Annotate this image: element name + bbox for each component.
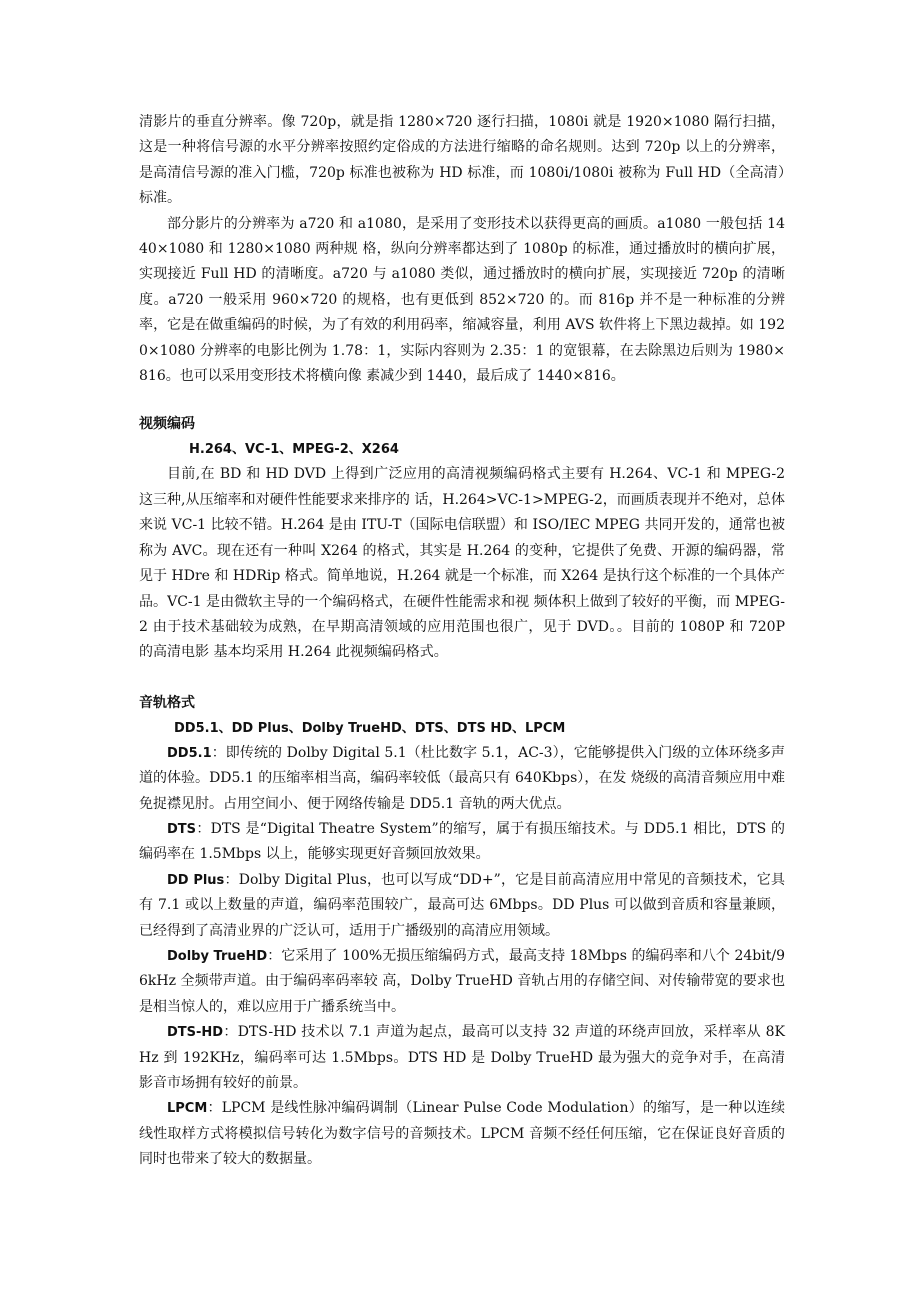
audio-item-lpcm	[139, 1096, 785, 1172]
spacer	[139, 666, 785, 691]
spacer	[139, 389, 785, 412]
audio-item-term: DTS	[167, 821, 197, 837]
intro-paragraph-2: 部分影片的分辨率为 a720 和 a1080，是采用了变形技术以获得更高的画质。a1080 一般包括 1440×1080 和 1280×1080 两种规 格，纵向分辨率都达到了 1080p 的标准，通过播放时的横向扩展，实现接近 Full HD 的清晰度。a720 与 a1080 类似，通过播放时的横向扩展，实现接近 720p 的清晰度。a720 一般采用 960×720 的规格，也有更低到 852×720 的。而 816p 并不是一种标准的分辨率，它是在做重编码的时候，为了有效的利用码率，缩减容量，利用 AVS 软件将上下黑边裁掉。如 1920×1080 分辨率的电影比例为 1.78：1，实际内容则为 2.35：1 的宽银幕，在去除黑边后则为 1980×816。也可以采用变形技术将横向像 素减少到 1440，最后成了 1440×816。	[139, 215, 785, 385]
audio-item-text: ：它采用了 100%无损压缩编码方式，最高支持 18Mbps 的编码率和八个 24bit/96kHz 全频带声道。由于编码率码率较 高，Dolby TrueHD 音轨占用的存储空间、对传输带宽的要求也是相当惊人的，难以应用于广播系统当中。	[139, 947, 785, 1015]
audio-item-text: ：即传统的 Dolby Digital 5.1（杜比数字 5.1，AC-3），它能够提供入门级的立体环绕多声道的体验。DD5.1 的压缩率相当高，编码率较低（最高只有 640Kbps），在发 烧级的高清音频应用中难免捉襟见肘。占用空间小、便于网络传输是 DD5.1 音轨的两大优点。	[139, 744, 785, 812]
audio-item-text: ：LPCM 是线性脉冲编码调制（Linear Pulse Code Modulation）的缩写，是一种以连续线性取样方式将模拟信号转化为数字信号的音频技术。LPCM 音频不经任何压缩，它在保证良好音质的同时也带来了较大的数据量。	[139, 1100, 785, 1168]
audio-item-dolby-truehd	[139, 944, 785, 1020]
audio-item-text: ：Dolby Digital Plus，也可以写成“DD+”，它是目前高清应用中常见的音频技术，它具有 7.1 或以上数量的声道，编码率范围较广，最高可达 6Mbps。DD Plus 可以做到音质和容量兼顾，已经得到了高清业界的广泛认可，适用于广播级别的高清应用领域。	[139, 871, 785, 939]
audio-item-term: Dolby TrueHD	[167, 948, 268, 964]
intro-paragraph-1: 清影片的垂直分辨率。像 720p，就是指 1280×720 逐行扫描，1080i 就是 1920×1080 隔行扫描，这是一种将信号源的水平分辨率按照约定俗成的方法进行缩略的命名规则。达到 720p 以上的分辨率，是高清信号源的准入门槛，720p 标准也被称为 HD 标准，而 1080i/1080i 被称为 Full HD（全高清）标准。	[139, 114, 785, 207]
audio-formats-line: DD5.1、DD Plus、Dolby TrueHD、DTS、DTS HD、LPCM	[174, 720, 566, 736]
audio-item-term: DTS-HD	[167, 1025, 224, 1041]
audio-item-dd-plus	[139, 868, 785, 944]
video-formats-line: H.264、VC-1、MPEG-2、X264	[189, 442, 399, 458]
audio-item-text: ：DTS-HD 技术以 7.1 声道为起点，最高可以支持 32 声道的环绕声回放，采样率从 8KHz 到 192KHz，编码率可达 1.5Mbps。DTS HD 是 Dolby TrueHD 最为强大的竞争对手，在高清影音市场拥有较好的前景。	[139, 1024, 785, 1091]
audio-item-term: DD5.1	[167, 745, 212, 761]
audio-item-dd51	[139, 741, 785, 817]
audio-track-heading: 音轨格式	[139, 694, 195, 711]
audio-item-term: DD Plus	[167, 872, 225, 888]
document-page	[139, 110, 785, 1173]
audio-item-dts	[139, 817, 785, 868]
audio-item-text: ：DTS 是“Digital Theatre System”的缩写，属于有损压缩技术。与 DD5.1 相比，DTS 的编码率在 1.5Mbps 以上，能够实现更好音频回放效果。	[139, 820, 785, 863]
audio-item-dts-hd	[139, 1020, 785, 1096]
audio-item-term: LPCM	[167, 1101, 208, 1117]
video-codec-paragraph: 目前,在 BD 和 HD DVD 上得到广泛应用的高清视频编码格式主要有 H.264、VC-1 和 MPEG-2 这三种,从压缩率和对硬件性能要求来排序的 话，H.264>VC-1>MPEG-2，而画质表现并不绝对，总体来说 VC-1 比较不错。H.264 是由 ITU-T（国际电信联盟）和 ISO/IEC MPEG 共同开发的，通常也被称为 AVC。现在还有一种叫 X264 的格式，其实是 H.264 的变种，它提供了免费、开源的编码器，常见于 HDre 和 HDRip 格式。简单地说，H.264 就是一个标准，而 X264 是执行这个标准的一个具体产品。VC-1 是由微软主导的一个编码格式，在硬件性能需求和视 频体积上做到了较好的平衡，而 MPEG-2 由于技术基础较为成熟，在早期高清领域的应用范围也很广，见于 DVD。。目前的 1080P 和 720P 的高清电影 基本均采用 H.264 此视频编码格式。	[139, 466, 785, 661]
video-codec-heading: 视频编码	[139, 416, 195, 433]
